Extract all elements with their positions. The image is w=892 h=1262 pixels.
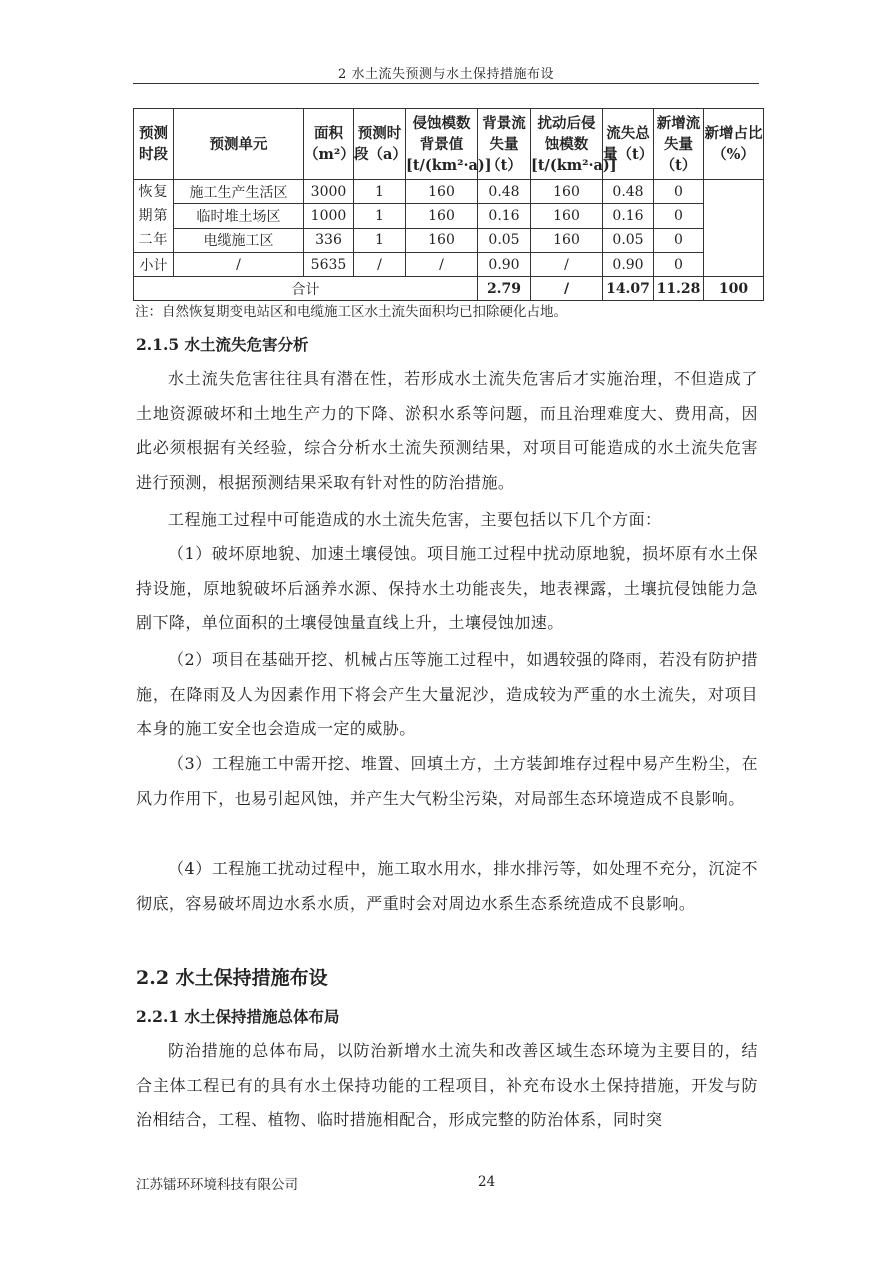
bg-modulus-cell: 160 <box>406 228 478 252</box>
table-row <box>134 204 764 228</box>
total-loss-cell: 14.07 <box>603 277 654 301</box>
bg-loss-cell: 2.79 <box>478 277 531 301</box>
col-header-ratio: 新增占比（%） <box>704 109 764 180</box>
total-loss-cell: 0.05 <box>603 228 654 252</box>
dist-modulus-cell: / <box>531 277 603 301</box>
page-number: 24 <box>478 1174 496 1190</box>
section-heading-2-2: 2.2 水土保持措施布设 <box>136 967 328 989</box>
area-cell: 1000 <box>304 204 354 228</box>
total-loss-cell: 0.48 <box>603 180 654 204</box>
col-header-new-loss: 新增流失量（t） <box>654 109 704 180</box>
dist-modulus-cell: 160 <box>531 204 603 228</box>
bg-loss-cell: 0.16 <box>478 204 531 228</box>
years-cell: 1 <box>354 204 406 228</box>
col-header-years: 预测时段（a） <box>354 109 406 180</box>
ratio-cell: 100 <box>704 277 764 301</box>
paragraph: （4）工程施工扰动过程中，施工取水用水，排水排污等，如处理不充分，沉淀不彻底，容易破坏周边水系水质，严重时会对周边水系生态系统造成不良影响。 <box>136 859 758 913</box>
paragraph: 工程施工过程中可能造成的水土流失危害，主要包括以下几个方面： <box>168 510 662 529</box>
col-header-dist-modulus: 扰动后侵蚀模数[t/(km²·a)] <box>531 109 603 180</box>
new-loss-cell: 0 <box>654 228 704 252</box>
col-header-unit: 预测单元 <box>174 109 304 180</box>
new-loss-cell: 0 <box>654 253 704 277</box>
col-header-period: 预测时段 <box>134 109 174 180</box>
area-cell: 336 <box>304 228 354 252</box>
table-row <box>134 180 764 204</box>
bg-modulus-cell: 160 <box>406 204 478 228</box>
new-loss-cell: 0 <box>654 180 704 204</box>
unit-cell: 临时堆土场区 <box>174 204 304 228</box>
col-header-total-loss: 流失总量（t） <box>603 109 654 180</box>
new-loss-cell: 0 <box>654 204 704 228</box>
total-loss-cell: 0.16 <box>603 204 654 228</box>
paragraph: （3）工程施工中需开挖、堆置、回填土方，土方装卸堆存过程中易产生粉尘，在风力作用下，也易引起风蚀，并产生大气粉尘污染，对局部生态环境造成不良影响。 <box>136 754 758 808</box>
table-row <box>134 228 764 252</box>
total-loss-cell: 0.90 <box>603 253 654 277</box>
subtotal-row <box>134 253 764 277</box>
years-cell: 1 <box>354 228 406 252</box>
col-header-bg-loss: 背景流失量（t） <box>478 109 531 180</box>
bg-modulus-cell: / <box>406 253 478 277</box>
ratio-cell-empty <box>704 180 764 277</box>
paragraph: 防治措施的总体布局，以防治新增水土流失和改善区域生态环境为主要目的，结合主体工程已有的具有水土保持功能的工程项目，补充布设水土保持措施，开发与防治相结合，工程、植物、临时措施相配合，形成完整的防治体系，同时突 <box>136 1041 758 1129</box>
period-cell: 恢复期第二年 <box>134 180 174 253</box>
unit-cell: 电缆施工区 <box>174 228 304 252</box>
unit-cell: 施工生产生活区 <box>174 180 304 204</box>
dist-modulus-cell: / <box>531 253 603 277</box>
unit-cell: / <box>174 253 304 277</box>
bg-loss-cell: 0.90 <box>478 253 531 277</box>
bg-modulus-cell: 160 <box>406 180 478 204</box>
years-cell: / <box>354 253 406 277</box>
table-note: 注：自然恢复期变电站区和电缆施工区水土流失面积均已扣除硬化占地。 <box>135 304 567 320</box>
paragraph: 水土流失危害往往具有潜在性，若形成水土流失危害后才实施治理，不但造成了土地资源破坏和土地生产力的下降、淤积水系等问题，而且治理难度大、费用高，因此必须根据有关经验，综合分析水土流失预测结果，对项目可能造成的水土流失危害进行预测，根据预测结果采取有针对性的防治措施。 <box>136 369 758 492</box>
footer-company: 江苏镭环环境科技有限公司 <box>136 1177 298 1193</box>
total-row <box>134 277 764 301</box>
area-cell: 3000 <box>304 180 354 204</box>
paragraph: （2）项目在基础开挖、机械占压等施工过程中，如遇较强的降雨，若没有防护措施，在降雨及人为因素作用下将会产生大量泥沙，造成较为严重的水土流失，对项目本身的施工安全也会造成一定的威胁。 <box>136 650 758 738</box>
soil-loss-prediction-table <box>133 108 764 301</box>
new-loss-cell: 11.28 <box>654 277 704 301</box>
section-heading-2-1-5: 2.1.5 水土流失危害分析 <box>136 335 309 354</box>
area-cell: 5635 <box>304 253 354 277</box>
header-divider <box>133 83 759 84</box>
total-label: 合计 <box>134 277 478 301</box>
running-header: 2 水土流失预测与水土保持措施布设 <box>338 67 554 82</box>
table-header-row <box>134 109 764 180</box>
section-heading-2-2-1: 2.2.1 水土保持措施总体布局 <box>136 1007 340 1026</box>
col-header-bg-modulus: 侵蚀模数背景值[t/(km²·a)] <box>406 109 478 180</box>
subtotal-label: 小计 <box>134 253 174 277</box>
years-cell: 1 <box>354 180 406 204</box>
dist-modulus-cell: 160 <box>531 228 603 252</box>
col-header-area: 面积（m²） <box>304 109 354 180</box>
paragraph: （1）破坏原地貌、加速土壤侵蚀。项目施工过程中扰动原地貌，损坏原有水土保持设施，原地貌破坏后涵养水源、保持水土功能丧失，地表裸露，土壤抗侵蚀能力急剧下降，单位面积的土壤侵蚀量直线上升，土壤侵蚀加速。 <box>136 544 758 632</box>
bg-loss-cell: 0.48 <box>478 180 531 204</box>
bg-loss-cell: 0.05 <box>478 228 531 252</box>
dist-modulus-cell: 160 <box>531 180 603 204</box>
